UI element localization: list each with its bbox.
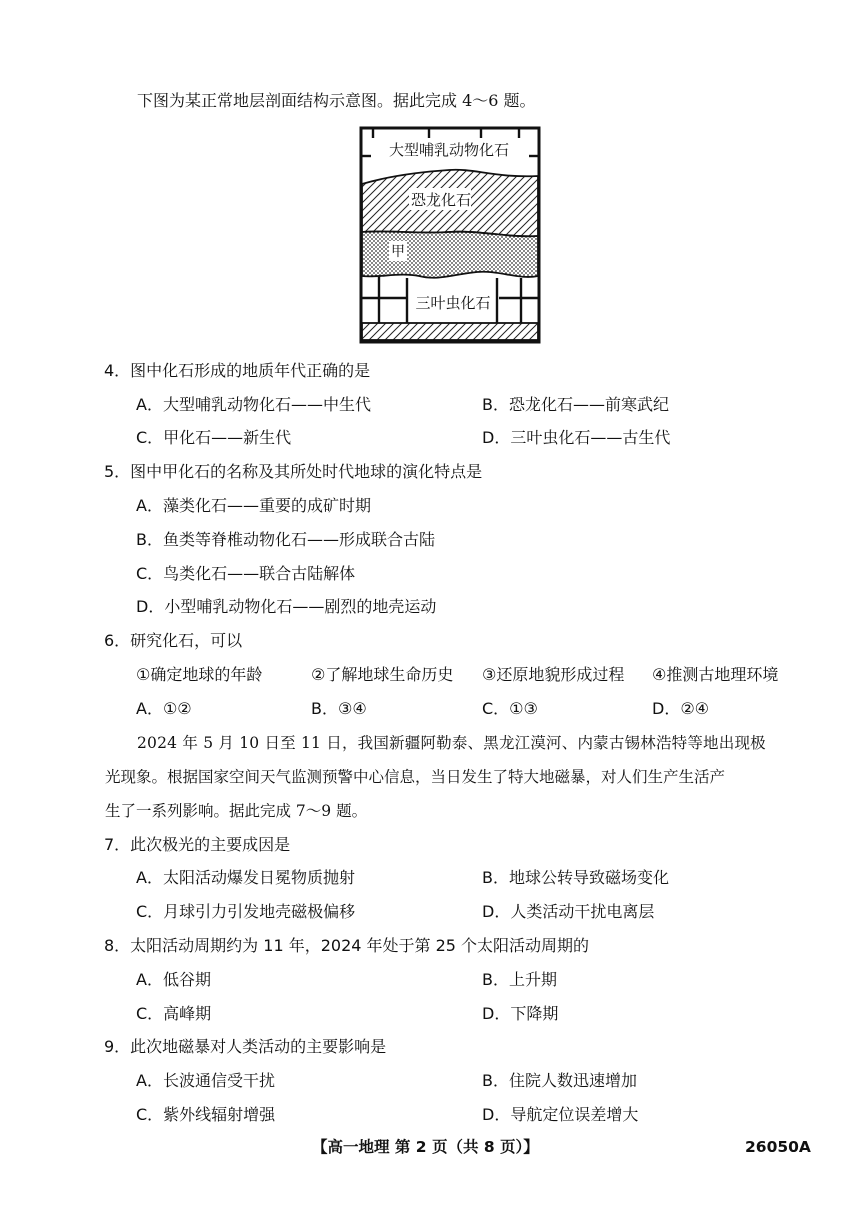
question-8-option-c: C．高峰期 (136, 1004, 212, 1023)
question-6-option-b: B．③④ (311, 699, 367, 718)
page-footer-title: 【高一地理 第 2 页（共 8 页）】 (312, 1138, 539, 1156)
layer-bottom (362, 323, 538, 340)
question-6-option-a: A．①② (136, 699, 192, 718)
question-7-option-c: C．月球引力引发地壳磁极偏移 (136, 902, 356, 921)
label-dinosaur-fossil: 恐龙化石 (410, 191, 472, 209)
question-5-option-d: D．小型哺乳动物化石——剧烈的地壳运动 (136, 597, 437, 616)
question-6-item-2: ②了解地球生命历史 (311, 665, 454, 684)
question-9-option-a: A．长波通信受干扰 (136, 1071, 275, 1090)
question-9-option-b: B．住院人数迅速增加 (482, 1071, 637, 1090)
label-trilobite-fossil: 三叶虫化石 (415, 294, 491, 312)
question-5-option-c: C．鸟类化石——联合古陆解体 (136, 564, 356, 583)
question-7-option-a: A．太阳活动爆发日冕物质抛射 (136, 868, 355, 887)
layer-jia (362, 231, 538, 277)
question-7-stem: 7．此次极光的主要成因是 (104, 835, 291, 854)
question-5-stem: 5．图中甲化石的名称及其所处时代地球的演化特点是 (104, 462, 483, 481)
question-9-option-d: D．导航定位误差增大 (482, 1105, 639, 1124)
question-6-item-3: ③还原地貌形成过程 (482, 665, 625, 684)
strata-svg (359, 126, 541, 344)
question-4-stem: 4．图中化石形成的地质年代正确的是 (104, 361, 371, 380)
question-4-option-a: A．大型哺乳动物化石——中生代 (136, 395, 371, 414)
label-mammal-fossil: 大型哺乳动物化石 (388, 141, 510, 159)
question-8-option-d: D．下降期 (482, 1004, 559, 1023)
question-8-option-a: A．低谷期 (136, 970, 211, 989)
question-4-option-c: C．甲化石——新生代 (136, 428, 292, 447)
question-9-option-c: C．紫外线辐射增强 (136, 1105, 276, 1124)
question-6-option-d: D．②④ (652, 699, 710, 718)
question-8-option-b: B．上升期 (482, 970, 557, 989)
question-6-item-4: ④推测古地理环境 (652, 665, 779, 684)
question-9-stem: 9．此次地磁暴对人类活动的主要影响是 (104, 1037, 387, 1056)
strata-diagram (359, 126, 541, 344)
question-6-item-1: ①确定地球的年龄 (136, 665, 263, 684)
intro-paragraph-7-9-line-1: 2024 年 5 月 10 日至 11 日，我国新疆阿勒泰、黑龙江漠河、内蒙古锡林浩特等地出现极 (137, 734, 766, 752)
question-5-option-a: A．藻类化石——重要的成矿时期 (136, 496, 371, 515)
question-5-option-b: B．鱼类等脊椎动物化石——形成联合古陆 (136, 530, 435, 549)
intro-paragraph-7-9-line-2: 光现象。根据国家空间天气监测预警中心信息，当日发生了特大地磁暴，对人们生产生活产 (105, 768, 726, 786)
question-4-option-d: D．三叶虫化石——古生代 (482, 428, 671, 447)
question-7-option-d: D．人类活动干扰电离层 (482, 902, 655, 921)
question-6-option-c: C．①③ (482, 699, 538, 718)
intro-paragraph-7-9-line-3: 生了一系列影响。据此完成 7～9 题。 (105, 802, 368, 820)
question-4-option-b: B．恐龙化石——前寒武纪 (482, 395, 669, 414)
question-7-option-b: B．地球公转导致磁场变化 (482, 868, 669, 887)
page-footer-code: 26050A (745, 1138, 811, 1156)
label-jia-fossil: 甲 (391, 244, 405, 260)
question-8-stem: 8．太阳活动周期约为 11 年，2024 年处于第 25 个太阳活动周期的 (104, 936, 590, 955)
question-6-stem: 6．研究化石，可以 (104, 631, 243, 650)
intro-paragraph-4-6: 下图为某正常地层剖面结构示意图。据此完成 4～6 题。 (137, 91, 536, 110)
